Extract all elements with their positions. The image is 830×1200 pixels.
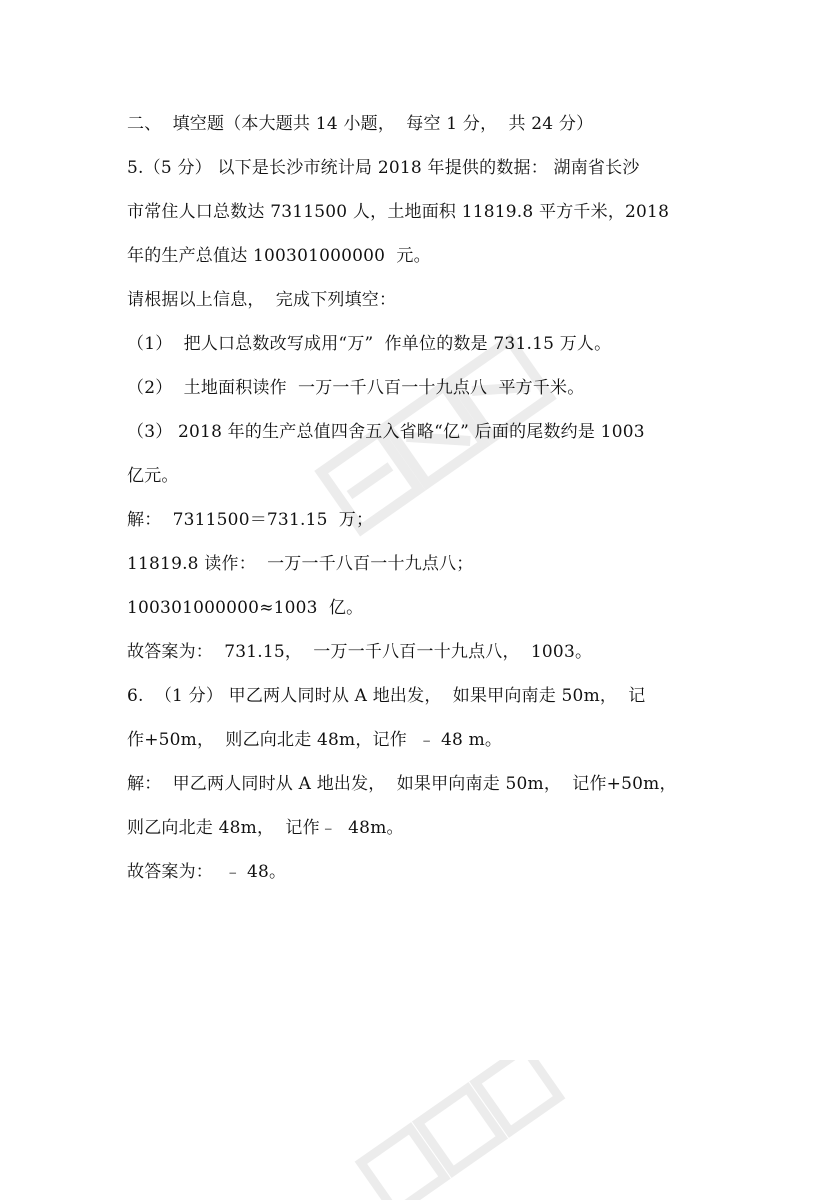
q5-solution-line-1: 解： 7311500＝731.15 万； [127,510,374,530]
q5-sub-question-1: （1） 把人口总数改写成用“万” 作单位的数是 731.15 万人。 [127,334,612,354]
q5-solution-line-2: 11819.8 读作： 一万一千八百一十九点八； [127,554,474,574]
q6-solution-line-1: 解： 甲乙两人同时从 A 地出发， 如果甲向南走 50m， 记作+50m， [127,774,677,794]
q5-answer: 故答案为： 731.15， 一万一千八百一十九点八， 1003。 [127,642,593,662]
q6-answer: 故答案为： ﹣ 48。 [127,862,287,882]
q5-solution-line-3: 100301000000≈1003 亿。 [127,598,364,618]
q6-text-line-1: 6. （1 分） 甲乙两人同时从 A 地出发， 如果甲向南走 50m， 记 [127,686,646,706]
section-heading: 二、 填空题（本大题共 14 小题， 每空 1 分， 共 24 分） [127,114,594,134]
q5-sub-question-3: （3） 2018 年的生产总值四舍五入省略“亿” 后面的尾数约是 1003 [127,422,645,442]
q5-sub-question-2: （2） 土地面积读作 一万一千八百一十九点八 平方千米。 [127,378,585,398]
watermark-stamp-icon [330,1060,590,1200]
q5-sub-question-3-continued: 亿元。 [127,466,179,486]
q6-solution-line-2: 则乙向北走 48m， 记作﹣ 48m。 [127,818,404,838]
q5-text-line-1: 5.（5 分） 以下是长沙市统计局 2018 年提供的数据： 湖南省长沙 [127,158,640,178]
q5-text-line-2: 市常住人口总数达 7311500 人，土地面积 11819.8 平方千米，2018 [127,202,670,222]
q5-text-line-3: 年的生产总值达 100301000000 元。 [127,246,431,266]
q5-text-line-4: 请根据以上信息， 完成下列填空： [127,290,397,310]
q6-text-line-2: 作+50m， 则乙向北走 48m，记作 ﹣ 48 m。 [127,730,503,750]
